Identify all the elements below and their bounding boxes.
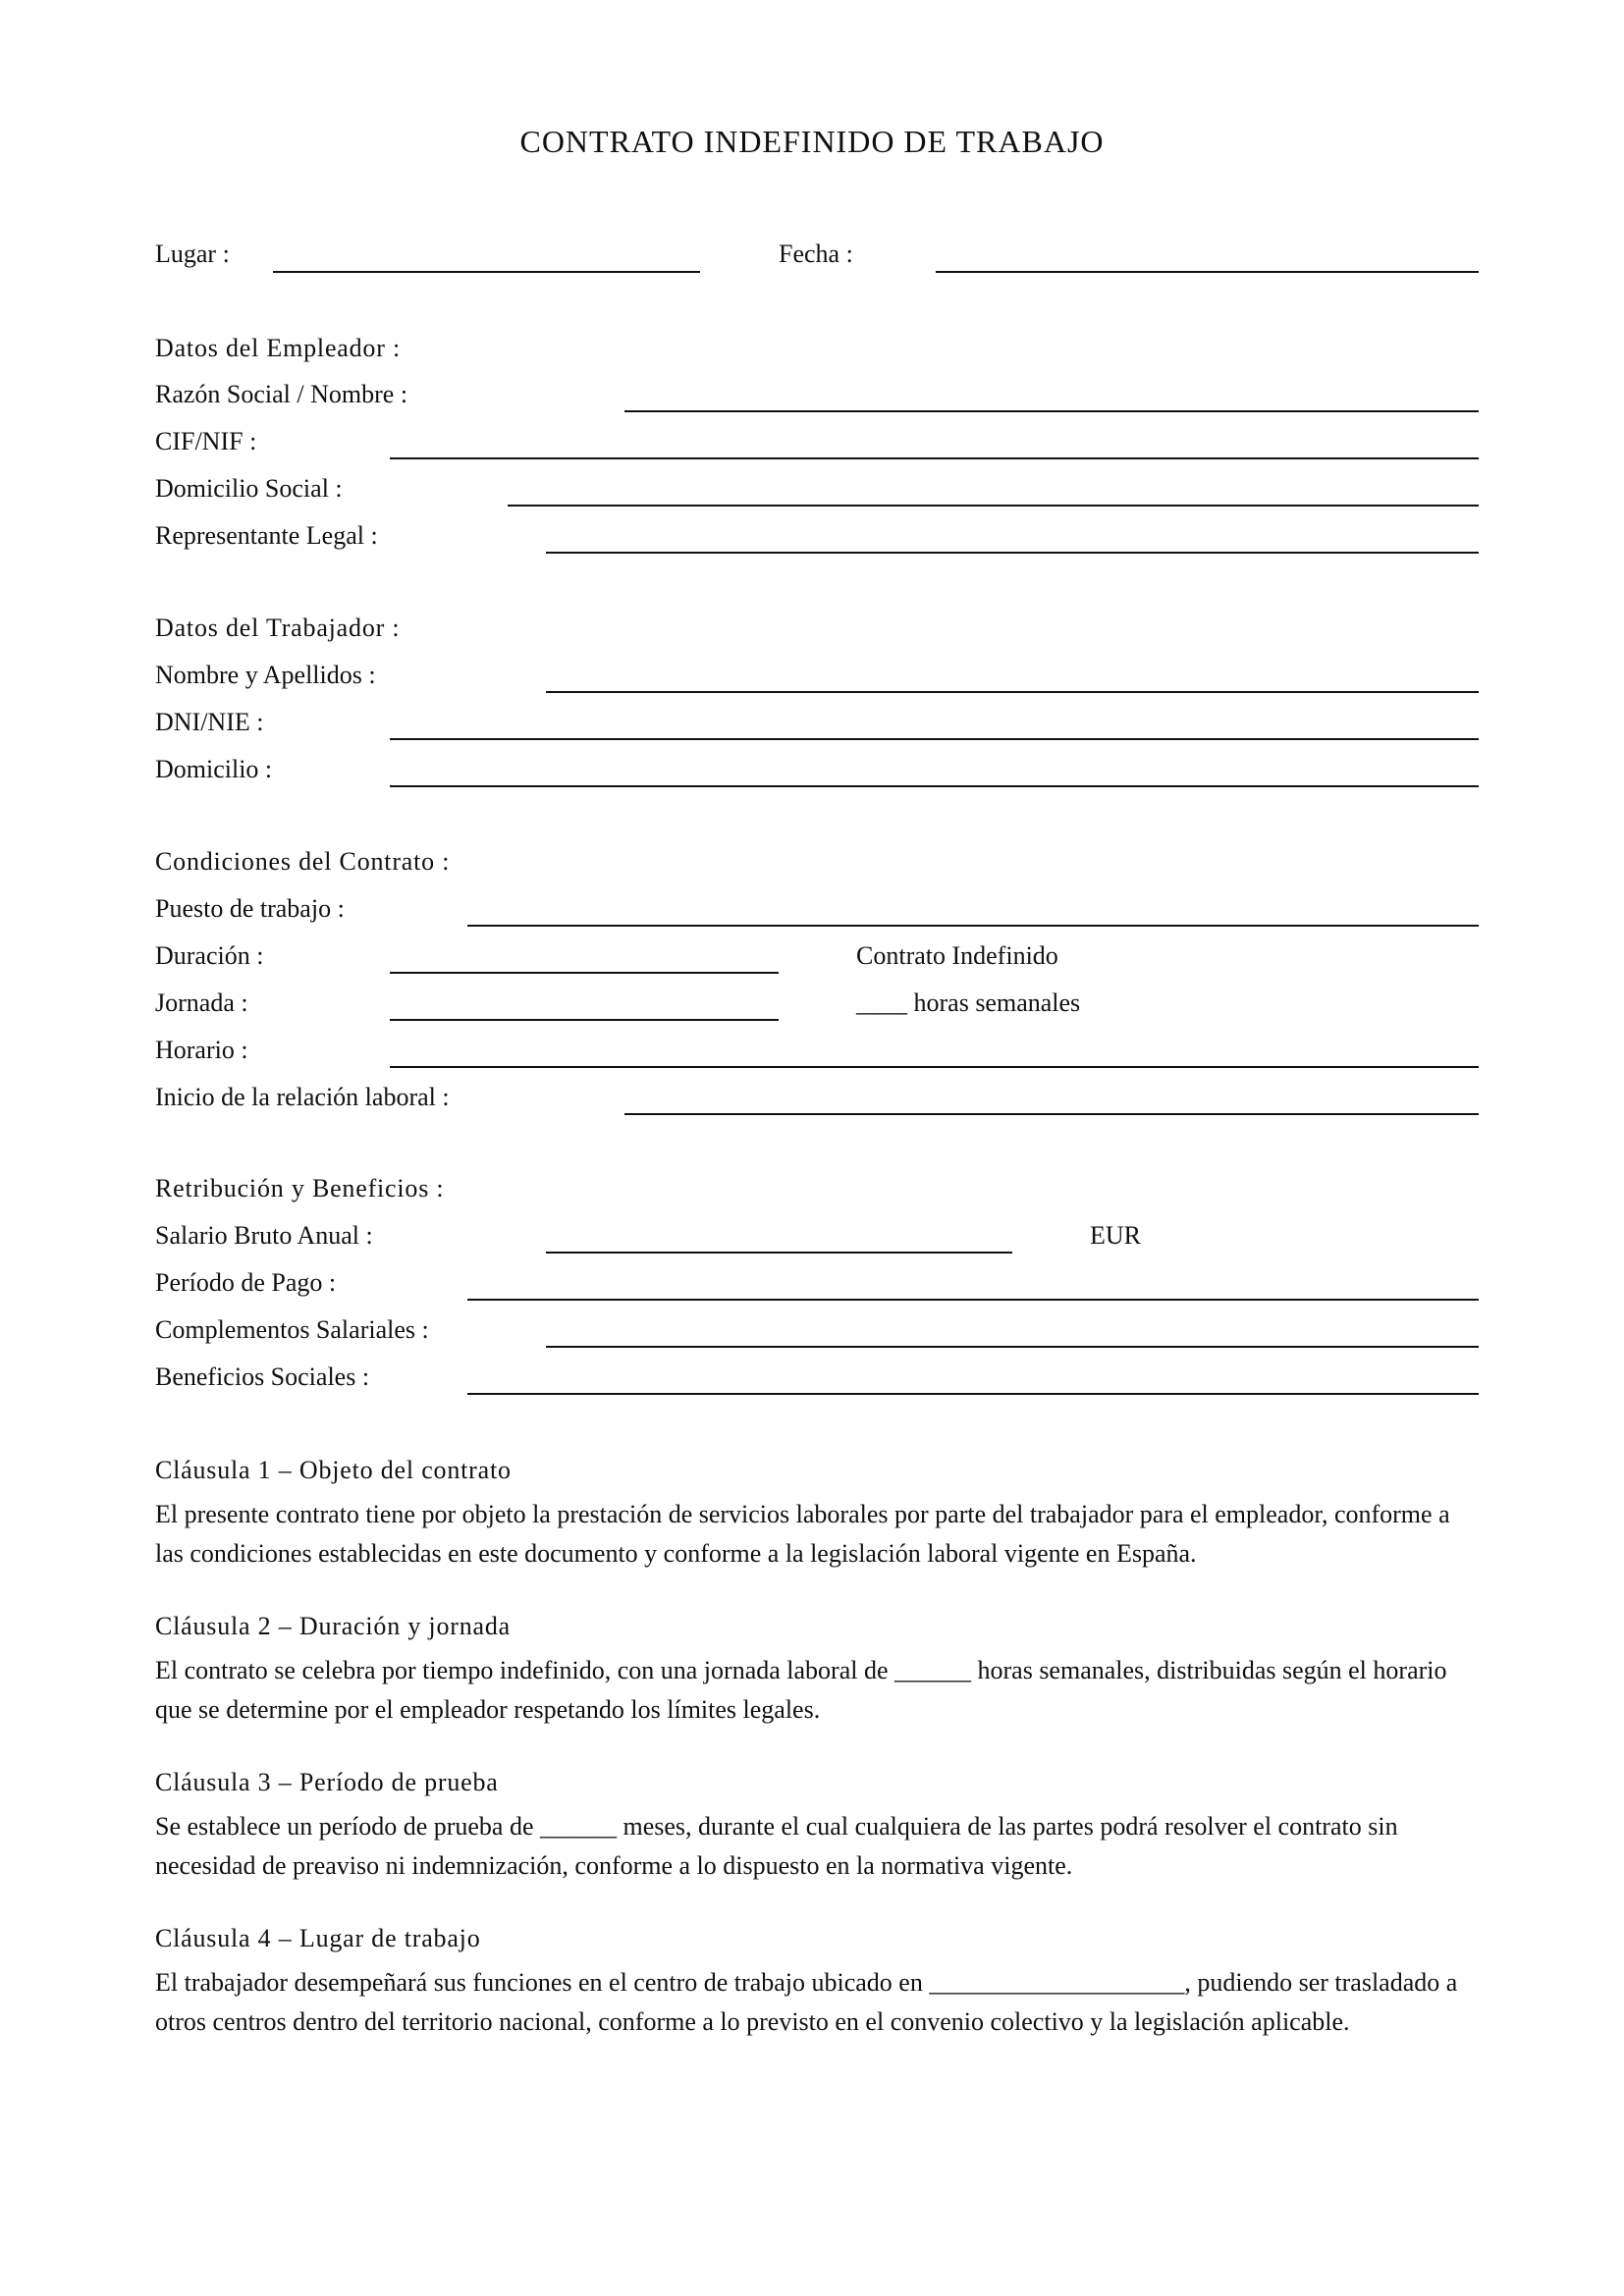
duracion-label: Duración : [155, 941, 264, 970]
clausula-1-heading: Cláusula 1 – Objeto del contrato [155, 1456, 512, 1484]
clausula-2-text: El contrato se celebra por tiempo indefinido, con una jornada laboral de ______ horas semanales, distribuidas según el horario que se determine por el empleador respetando los límites legales. [155, 1656, 1447, 1724]
complementos-field-line[interactable] [546, 1346, 1479, 1348]
clausula-1-text: El presente contrato tiene por objeto la prestación de servicios laborales por parte del trabajador para el empleador, conforme a las condiciones establecidas en este documento y conforme a la legislación laboral vigente en España. [155, 1500, 1450, 1568]
salario-unit: EUR [1090, 1221, 1141, 1250]
jornada-field-line[interactable] [390, 1019, 779, 1021]
trabajador-heading: Datos del Trabajador : [155, 614, 401, 642]
empleador-heading: Datos del Empleador : [155, 334, 402, 362]
nombre-apellidos-field-line[interactable] [546, 691, 1479, 693]
lugar-field-line[interactable] [273, 271, 700, 273]
inicio-field-line[interactable] [624, 1113, 1479, 1115]
fecha-label: Fecha : [779, 240, 853, 268]
retribucion-heading: Retribución y Beneficios : [155, 1174, 445, 1202]
lugar-label: Lugar : [155, 240, 230, 268]
puesto-field-line[interactable] [467, 925, 1479, 927]
dni-nie-field-line[interactable] [390, 738, 1479, 740]
salario-label: Salario Bruto Anual : [155, 1221, 373, 1250]
horario-label: Horario : [155, 1036, 248, 1064]
clausula-2-heading: Cláusula 2 – Duración y jornada [155, 1612, 511, 1640]
domicilio-label: Domicilio : [155, 755, 273, 783]
inicio-label: Inicio de la relación laboral : [155, 1083, 450, 1111]
cif-nif-field-line[interactable] [390, 457, 1479, 459]
duracion-value: Contrato Indefinido [856, 941, 1058, 970]
domicilio-social-field-line[interactable] [508, 505, 1479, 507]
beneficios-label: Beneficios Sociales : [155, 1362, 370, 1391]
clausula-4-heading: Cláusula 4 – Lugar de trabajo [155, 1924, 481, 1952]
razon-social-label: Razón Social / Nombre : [155, 380, 408, 408]
nombre-apellidos-label: Nombre y Apellidos : [155, 661, 376, 689]
jornada-label: Jornada : [155, 988, 248, 1017]
complementos-label: Complementos Salariales : [155, 1315, 429, 1344]
duracion-field-line[interactable] [390, 972, 779, 974]
document-title: CONTRATO INDEFINIDO DE TRABAJO [519, 124, 1105, 159]
periodo-pago-label: Período de Pago : [155, 1268, 337, 1297]
clausula-3-heading: Cláusula 3 – Período de prueba [155, 1768, 499, 1796]
domicilio-field-line[interactable] [390, 785, 1479, 787]
dni-nie-label: DNI/NIE : [155, 708, 264, 736]
clausula-4-text: El trabajador desempeñará sus funciones en el centro de trabajo ubicado en ____________________, pudiendo ser trasladado a otros centros dentro del territorio nacional, conforme a lo previsto en el convenio colectivo y la legislación aplicable. [155, 1968, 1458, 2036]
domicilio-social-label: Domicilio Social : [155, 474, 343, 503]
clausula-3-text: Se establece un período de prueba de ______ meses, durante el cual cualquiera de las partes podrá resolver el contrato sin necesidad de preaviso ni indemnización, conforme a lo dispuesto en la normativa vigente. [155, 1812, 1398, 1880]
beneficios-field-line[interactable] [467, 1393, 1479, 1395]
representante-legal-field-line[interactable] [546, 552, 1479, 554]
fecha-field-line[interactable] [936, 271, 1479, 273]
salario-field-line[interactable] [546, 1252, 1012, 1254]
puesto-label: Puesto de trabajo : [155, 894, 345, 923]
condiciones-heading: Condiciones del Contrato : [155, 847, 451, 876]
cif-nif-label: CIF/NIF : [155, 427, 257, 455]
representante-legal-label: Representante Legal : [155, 521, 378, 550]
jornada-value: ____ horas semanales [856, 988, 1081, 1017]
horario-field-line[interactable] [390, 1066, 1479, 1068]
periodo-pago-field-line[interactable] [467, 1299, 1479, 1301]
razon-social-field-line[interactable] [624, 410, 1479, 412]
